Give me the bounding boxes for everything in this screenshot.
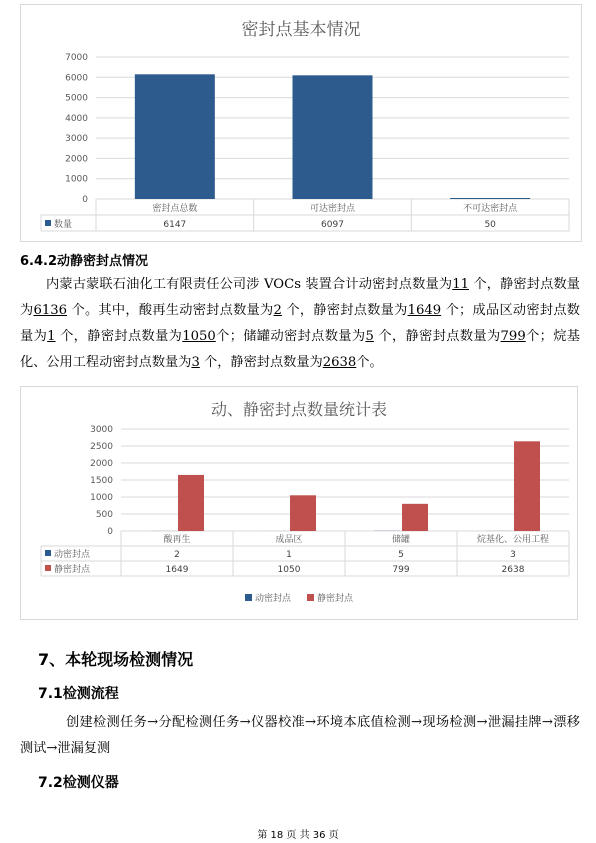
table-value: 2 (174, 550, 180, 560)
category-label: 烷基化、公用工程 (476, 535, 550, 545)
value-tank-dynamic: 5 (365, 329, 374, 344)
bar-不可达密封点 (450, 198, 530, 199)
y-tick-label: 500 (95, 510, 113, 520)
paragraph-detection-flow: 创建检测任务→分配检测任务→仪器校准→环境本底值检测→现场检测→泄漏挂牌→漂移测试→泄漏复测 (20, 715, 580, 756)
y-tick-label: 2000 (90, 459, 113, 469)
chart1-title: 密封点基本情况 (241, 20, 361, 40)
para-text: 内蒙古蒙联石油化工有限责任公司涉 VOCs 装置合计动密封点数量为 (46, 277, 453, 292)
series-label: 动密封点 (54, 550, 91, 560)
value-total-static: 6136 (33, 303, 68, 318)
table-value: 1 (286, 550, 292, 560)
legend-swatch (45, 550, 51, 556)
bar-静密封点-酸再生 (178, 475, 204, 531)
bar-静密封点-成品区 (290, 495, 316, 531)
value-product-dynamic: 1 (47, 329, 56, 344)
legend-swatch (45, 565, 51, 571)
table-value: 1649 (165, 565, 189, 575)
chart2-plot (21, 387, 577, 619)
legend-swatch (245, 594, 252, 601)
value-acid-dynamic: 2 (273, 303, 282, 318)
chart-dynamic-static-seals (20, 386, 578, 620)
para-text: 个，静密封点数量为 (281, 303, 408, 318)
table-value: 6147 (163, 220, 187, 230)
para-text: 个；成品区动密封点数量为 (20, 303, 580, 344)
category-label: 不可达密封点 (463, 204, 518, 214)
para-text: 个，静密封点数量为 (199, 355, 323, 370)
category-label: 储罐 (391, 535, 411, 545)
para-text: 个，静密封点数量为 (373, 329, 501, 344)
chart1-plot (21, 5, 581, 241)
category-label: 可达密封点 (309, 204, 356, 214)
para-text: 个；烷基化、公用工程动密封点数量为 (20, 329, 580, 370)
table-value: 1050 (277, 565, 301, 575)
legend-swatch (307, 594, 314, 601)
y-tick-label: 2500 (90, 442, 113, 452)
section-7-heading: 7、本轮现场检测情况 (38, 650, 194, 669)
y-tick-label: 7000 (65, 53, 88, 63)
bar-静密封点-储罐 (402, 504, 428, 531)
para-text: 个。其中，酸再生动密封点数量为 (67, 303, 274, 318)
para-text: 个。 (356, 355, 383, 370)
section-6-4-2-heading: 6.4.2动静密封点情况 (20, 254, 149, 269)
page-footer: 第 18 页 共 36 页 (257, 830, 339, 841)
section-7-2-heading: 7.2检测仪器 (38, 775, 119, 791)
y-tick-label: 3000 (65, 134, 88, 145)
table-value: 6097 (321, 220, 344, 230)
category-label: 成品区 (275, 535, 303, 545)
y-tick-label: 1000 (90, 493, 113, 503)
chart-seal-points-basic (20, 4, 582, 242)
bar-静密封点-烷基化、公用工程 (514, 441, 540, 531)
bar-密封点总数 (135, 74, 215, 199)
legend-label: 静密封点 (317, 594, 354, 604)
value-alkylation-dynamic: 3 (191, 355, 200, 370)
y-tick-label: 2000 (65, 154, 88, 165)
y-tick-label: 0 (82, 195, 88, 205)
section-7-1-heading: 7.1检测流程 (38, 686, 119, 702)
table-value: 799 (392, 565, 410, 575)
bar-可达密封点 (293, 75, 373, 199)
legend-swatch (45, 220, 51, 226)
y-tick-label: 4000 (65, 113, 88, 124)
y-tick-label: 1000 (65, 174, 88, 185)
category-label: 密封点总数 (152, 204, 198, 214)
value-alkylation-static: 2638 (322, 355, 357, 370)
para-text: 个；储罐动密封点数量为 (215, 329, 366, 344)
value-total-dynamic: 11 (452, 277, 469, 292)
legend-label: 动密封点 (255, 594, 292, 604)
series-label: 数量 (54, 220, 73, 230)
series-label: 静密封点 (54, 565, 91, 575)
category-label: 酸再生 (163, 535, 191, 545)
value-product-static: 1050 (182, 329, 216, 344)
table-value: 5 (398, 550, 404, 560)
y-tick-label: 6000 (65, 73, 88, 84)
value-tank-static: 799 (500, 329, 526, 344)
table-value: 2638 (501, 565, 525, 575)
paragraph-seal-summary (20, 272, 580, 376)
para-text: 个，静密封点数量为 (20, 277, 580, 318)
y-tick-label: 1500 (90, 476, 113, 486)
para-text: 个，静密封点数量为 (55, 329, 183, 344)
chart2-title: 动、静密封点数量统计表 (210, 400, 387, 419)
value-acid-static: 1649 (407, 303, 442, 318)
table-value: 50 (484, 220, 496, 230)
y-tick-label: 3000 (90, 425, 113, 435)
table-value: 3 (510, 550, 516, 560)
y-tick-label: 0 (107, 527, 113, 537)
y-tick-label: 5000 (65, 93, 88, 104)
